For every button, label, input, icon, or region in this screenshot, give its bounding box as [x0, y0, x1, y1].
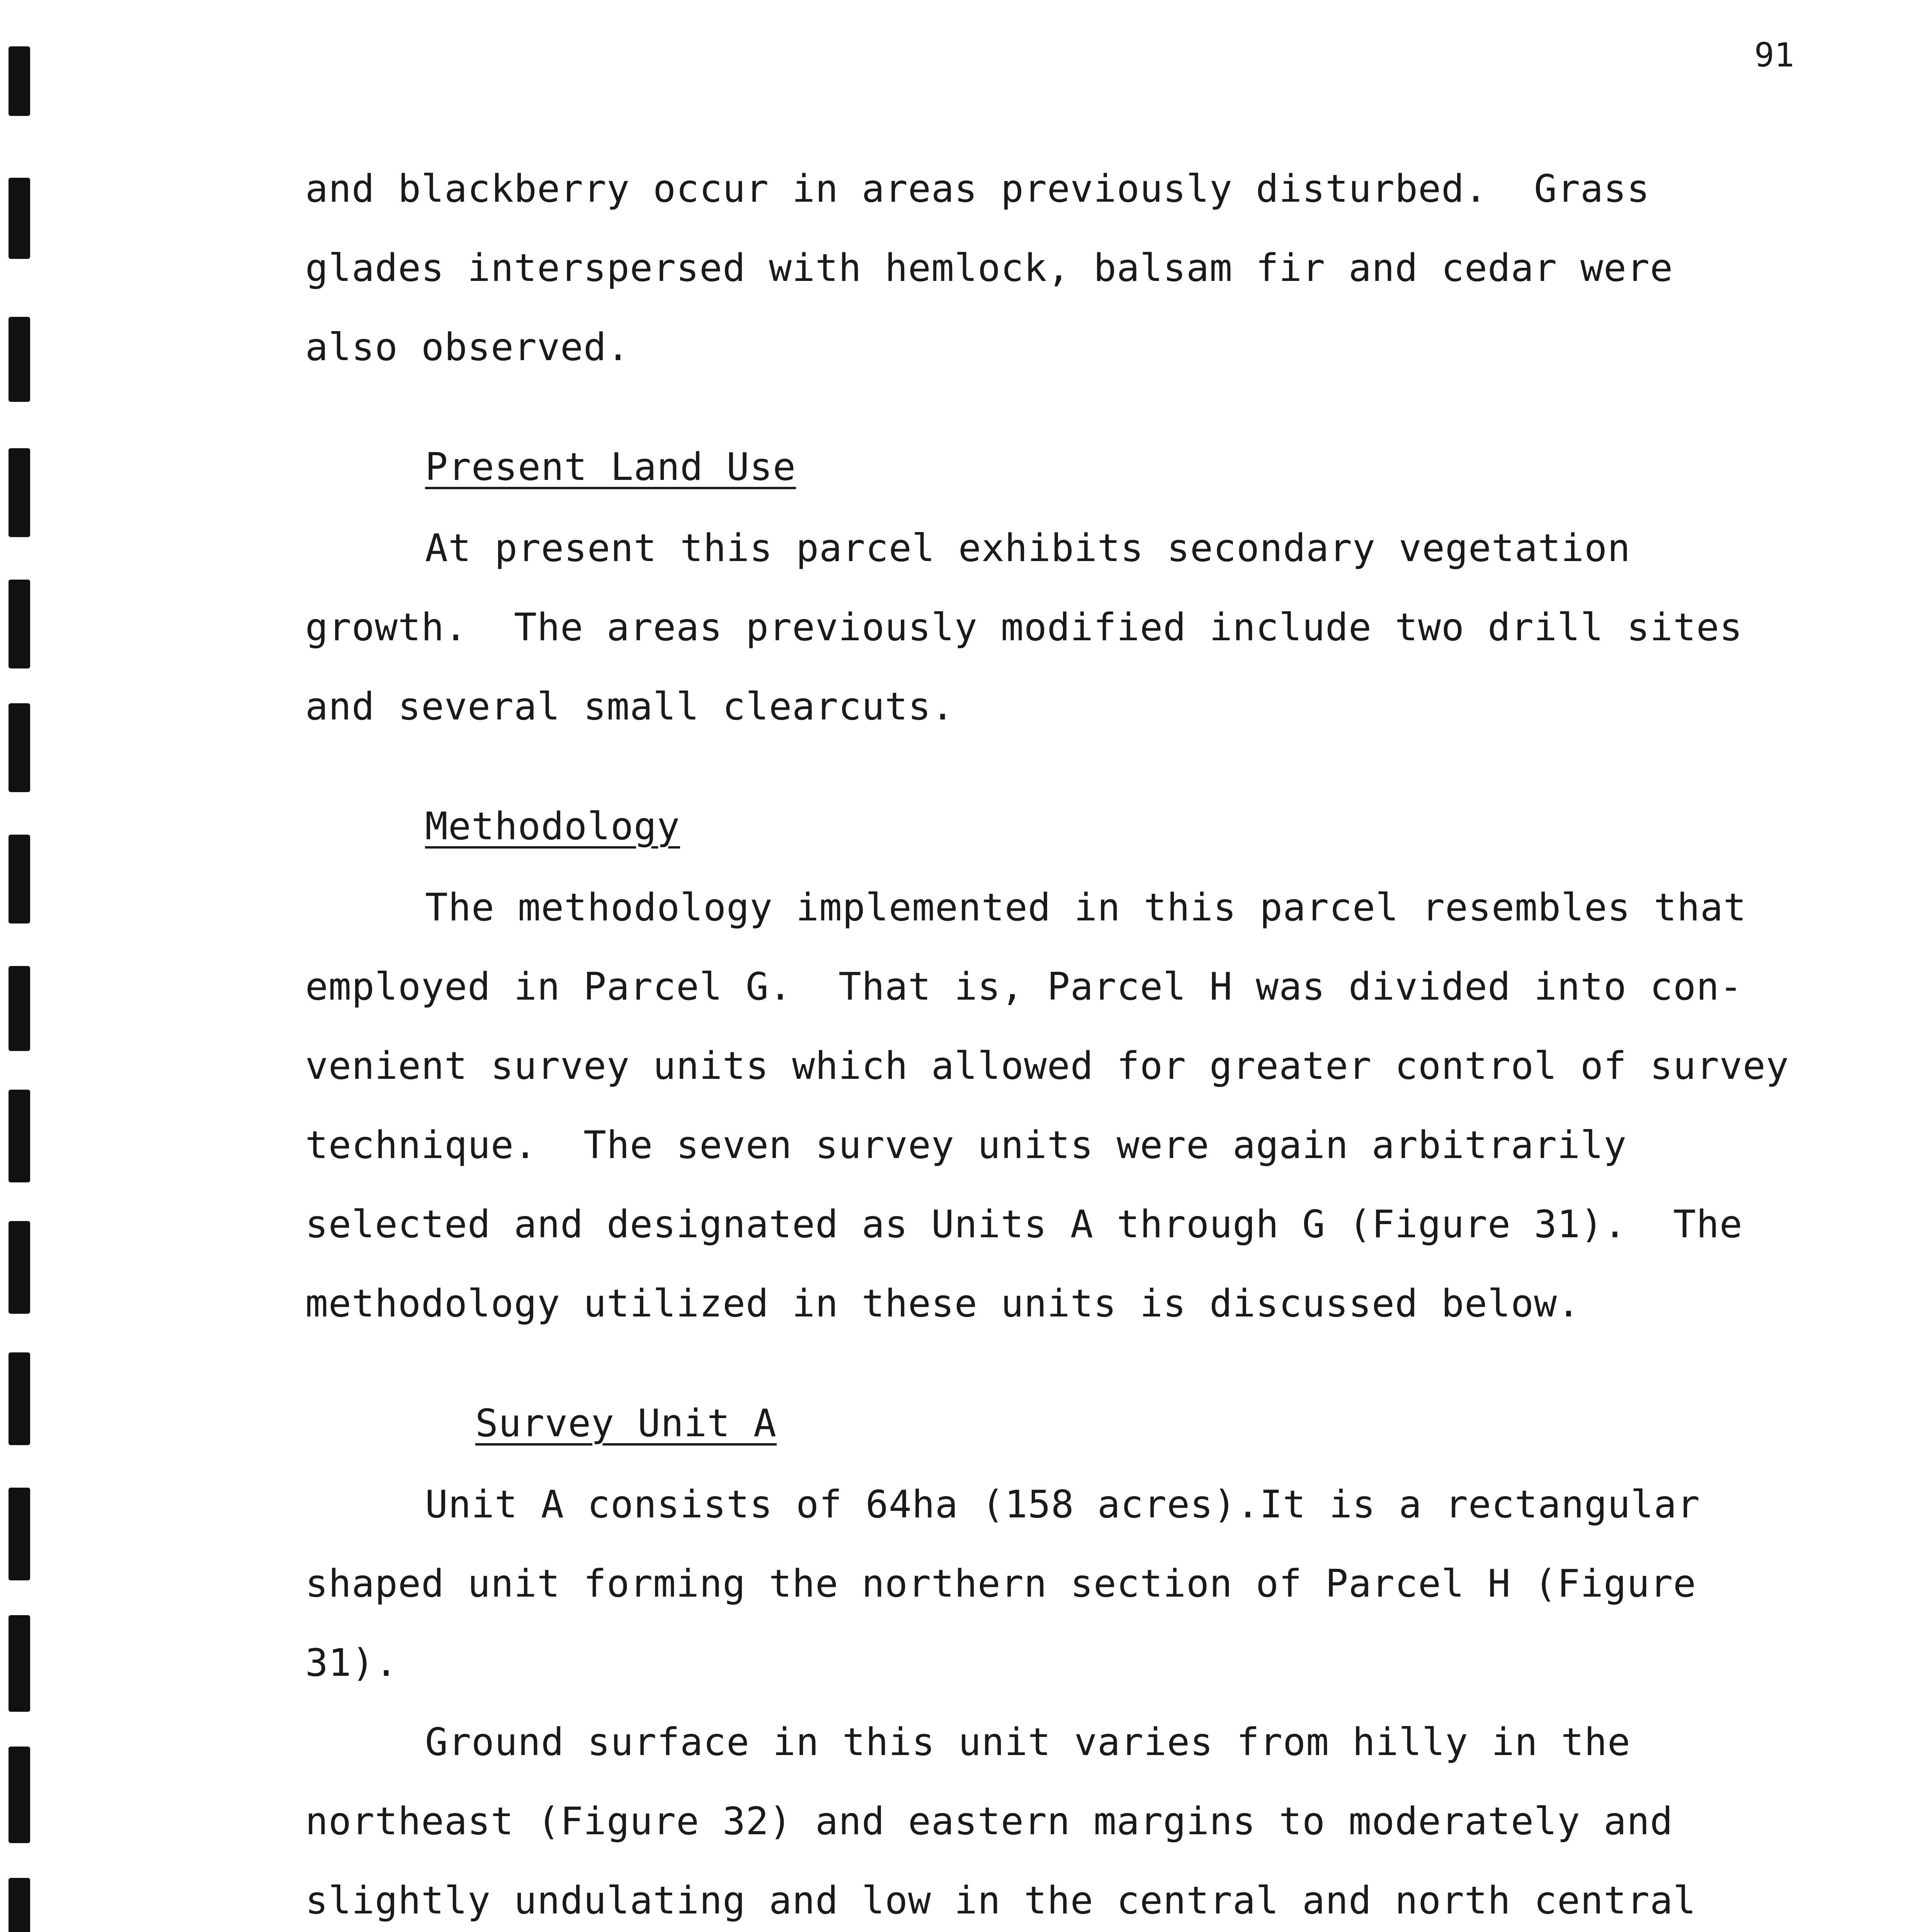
body-line: selected and designated as Units A through G (Figure 31). The [305, 1202, 1743, 1247]
binding-mark [9, 1488, 30, 1580]
body-line: shaped unit forming the northern section of Parcel H (Figure [305, 1562, 1697, 1606]
body-line: also observed. [305, 325, 630, 369]
binding-mark [9, 178, 30, 259]
body-line: methodology utilized in these units is discussed below. [305, 1282, 1581, 1326]
section-heading-present-land-use: Present Land Use [425, 445, 796, 489]
binding-mark [9, 1615, 30, 1712]
body-line: 31). [305, 1641, 398, 1685]
binding-mark [9, 1090, 30, 1182]
section-heading-methodology: Methodology [425, 804, 680, 849]
body-line: and several small clearcuts. [305, 685, 955, 729]
body-line: slightly undulating and low in the central and north central [305, 1879, 1697, 1923]
binding-mark [9, 580, 30, 668]
body-line: Unit A consists of 64ha (158 acres).It is a rectangular [425, 1483, 1701, 1527]
body-line: growth. The areas previously modified include two drill sites [305, 605, 1743, 650]
binding-mark [9, 1878, 30, 1932]
body-line: Ground surface in this unit varies from hilly in the [425, 1720, 1631, 1764]
binding-mark [9, 703, 30, 792]
body-line: technique. The seven survey units were again arbitrarily [305, 1123, 1627, 1167]
binding-mark [9, 448, 30, 537]
body-line: The methodology implemented in this parcel resembles that [425, 886, 1747, 930]
binding-marks [0, 0, 46, 1932]
body-line: At present this parcel exhibits secondary vegetation [425, 526, 1631, 570]
body-line: venient survey units which allowed for greater control of survey [305, 1044, 1789, 1088]
body-line: glades interspersed with hemlock, balsam fir and cedar were [305, 246, 1673, 290]
section-heading-survey-unit-a: Survey Unit A [475, 1401, 777, 1446]
binding-mark [9, 966, 30, 1051]
binding-mark [9, 835, 30, 923]
body-line: northeast (Figure 32) and eastern margins to moderately and [305, 1799, 1673, 1844]
binding-mark [9, 1747, 30, 1843]
page-number: 91 [1754, 36, 1794, 75]
body-line: employed in Parcel G. That is, Parcel H was divided into con- [305, 965, 1743, 1009]
binding-mark [9, 317, 30, 402]
body-line: and blackberry occur in areas previously disturbed. Grass [305, 167, 1650, 211]
binding-mark [9, 1352, 30, 1445]
binding-mark [9, 46, 30, 116]
binding-mark [9, 1221, 30, 1314]
